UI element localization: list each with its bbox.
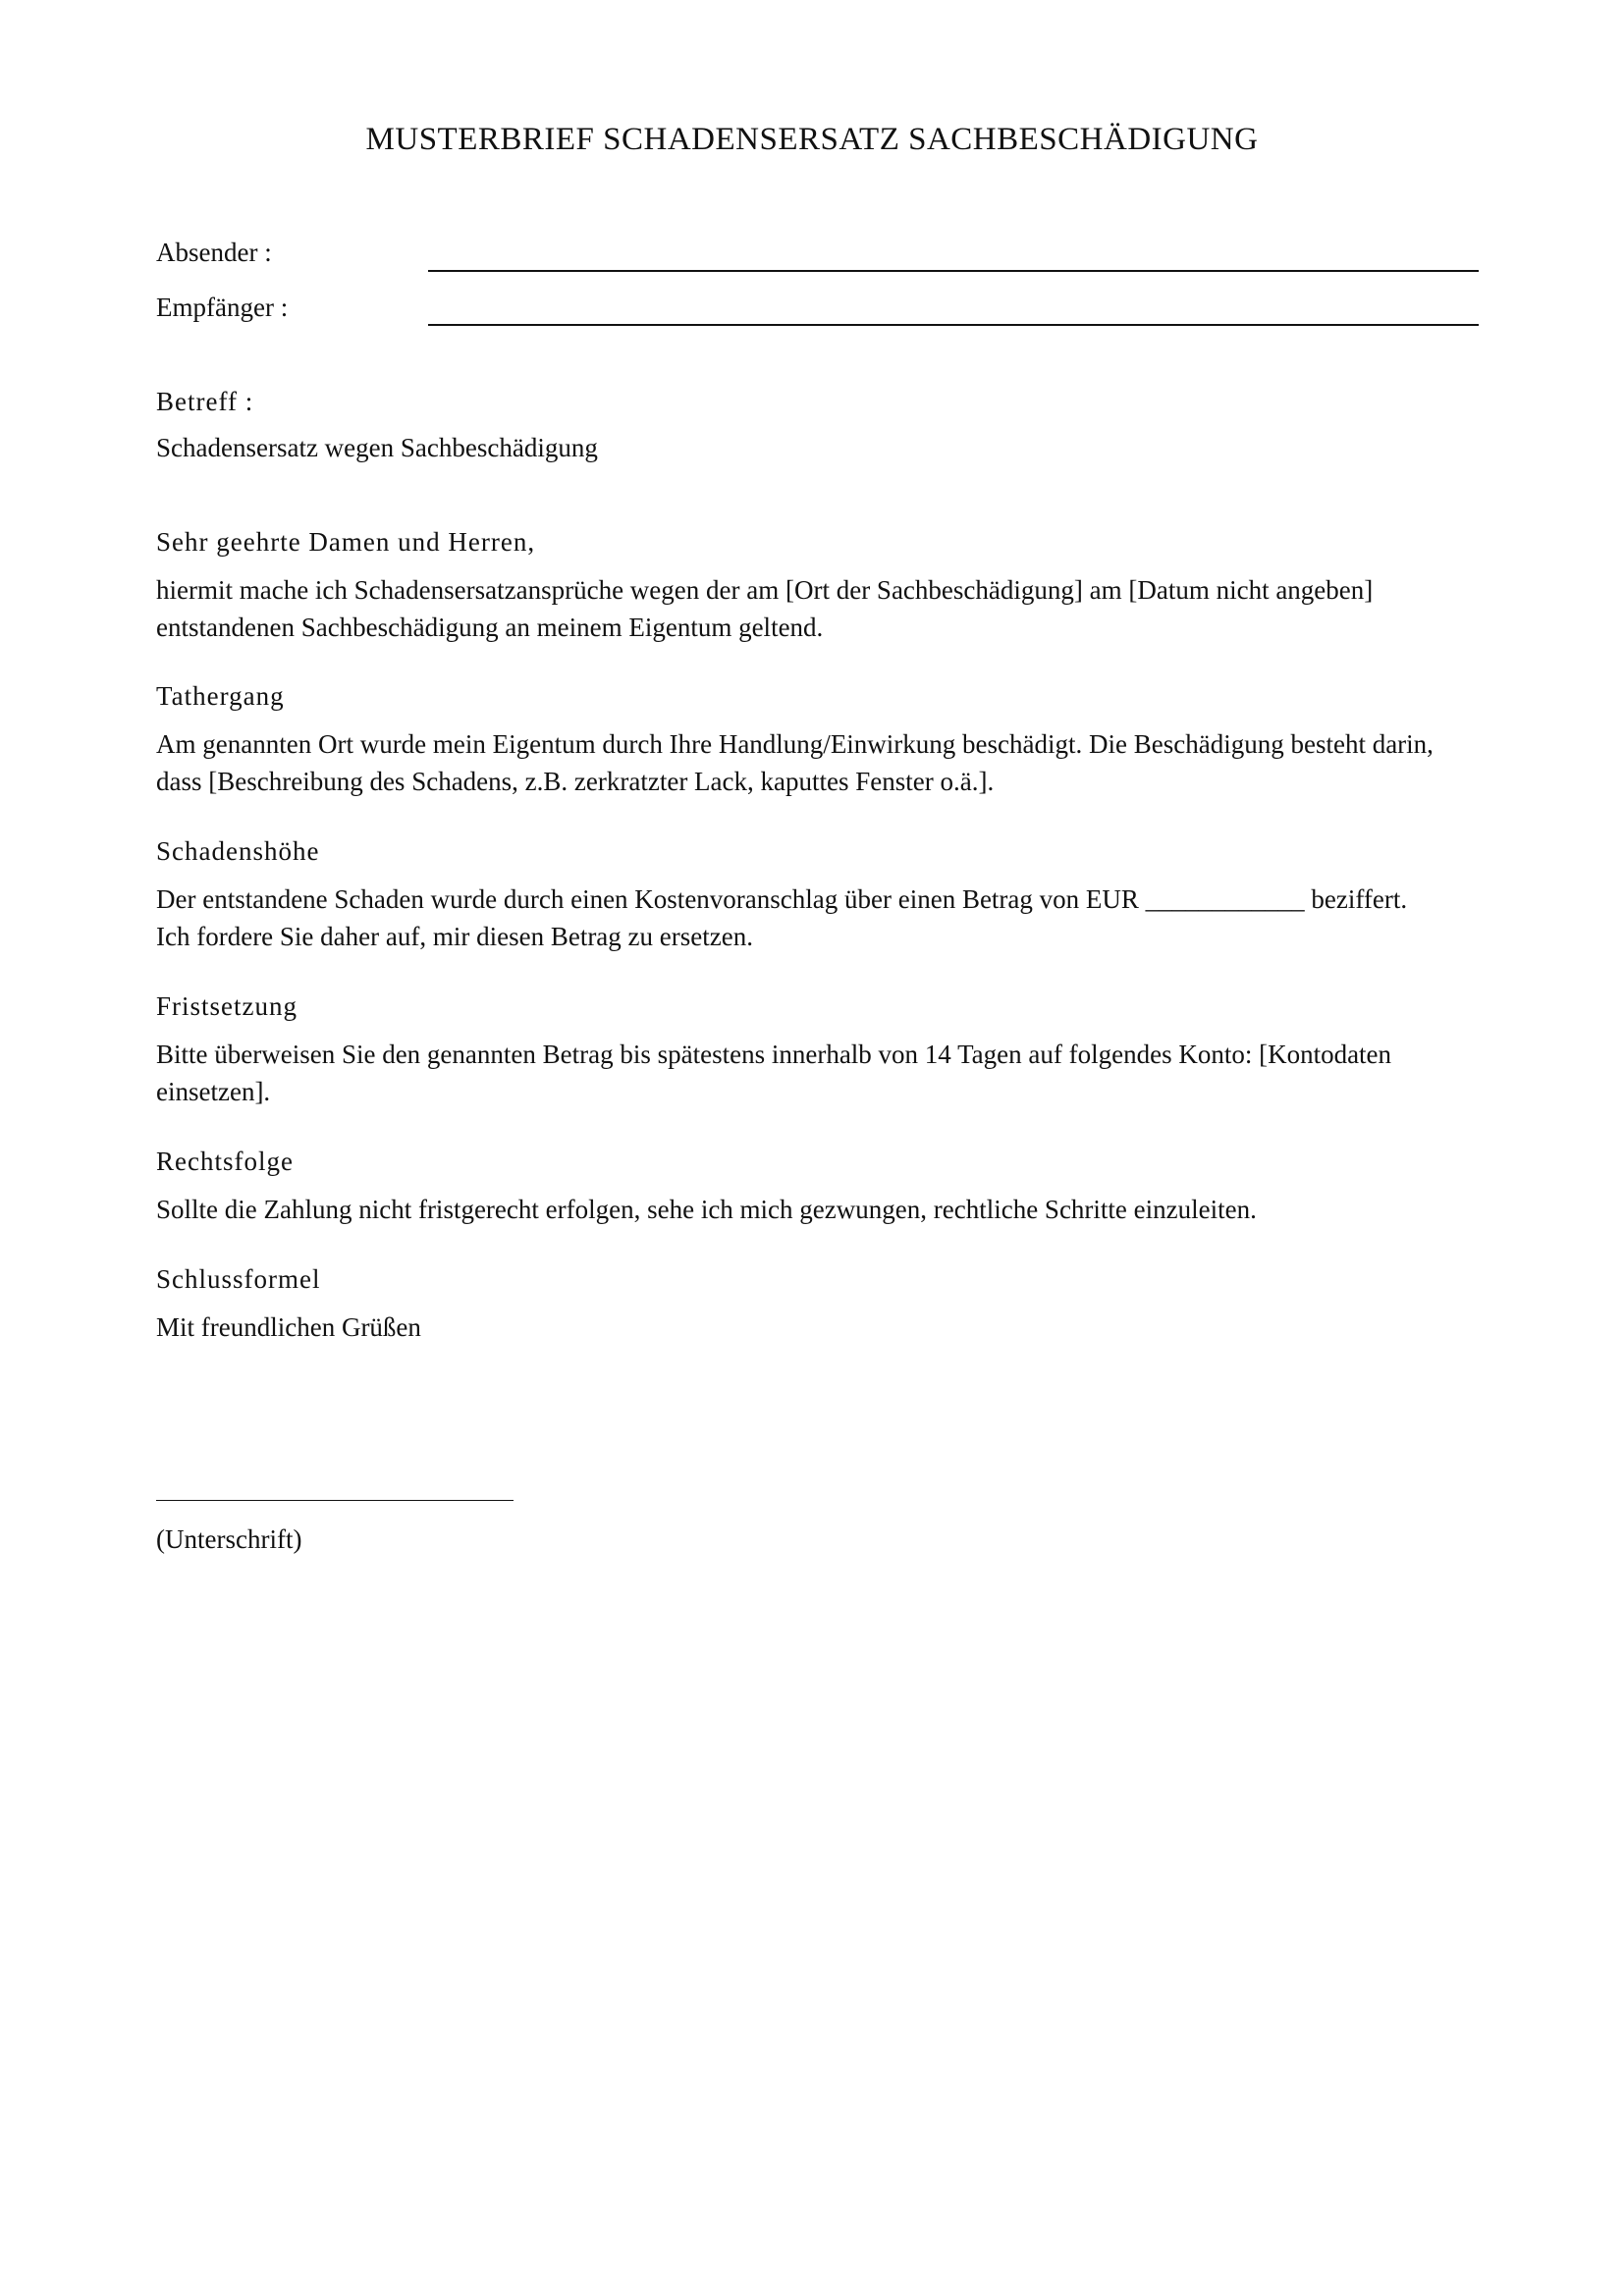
signature-label: (Unterschrift) bbox=[156, 1524, 302, 1554]
fristsetzung-line-2: einsetzen]. bbox=[156, 1077, 271, 1106]
schadenshoehe-line-2: Ich fordere Sie daher auf, mir diesen Betrag zu ersetzen. bbox=[156, 922, 753, 951]
salutation-line-2: entstandenen Sachbeschädigung an meinem Eigentum geltend. bbox=[156, 613, 824, 642]
subject-text: Schadensersatz wegen Sachbeschädigung bbox=[156, 433, 598, 462]
signature-line bbox=[156, 1500, 514, 1501]
document-title: MUSTERBRIEF SCHADENSERSATZ SACHBESCHÄDIGUNG bbox=[365, 122, 1259, 157]
sender-line bbox=[428, 270, 1479, 272]
subject-heading: Betreff : bbox=[156, 387, 254, 416]
recipient-line bbox=[428, 324, 1479, 326]
salutation-line-1: hiermit mache ich Schadensersatzansprüche wegen der am [Ort der Sachbeschädigung] am [Datum nicht angeben] bbox=[156, 575, 1374, 605]
salutation-heading: Sehr geehrte Damen und Herren, bbox=[156, 527, 536, 557]
tathergang-heading: Tathergang bbox=[156, 681, 285, 711]
fristsetzung-line-1: Bitte überweisen Sie den genannten Betrag bis spätestens innerhalb von 14 Tagen auf folgendes Konto: [Kontodaten bbox=[156, 1040, 1392, 1069]
schadenshoehe-heading: Schadenshöhe bbox=[156, 836, 320, 866]
schadenshoehe-line-1: Der entstandene Schaden wurde durch einen Kostenvoranschlag über einen Betrag von EUR ____________ beziffert. bbox=[156, 884, 1408, 914]
schlussformel-heading: Schlussformel bbox=[156, 1264, 321, 1294]
fristsetzung-heading: Fristsetzung bbox=[156, 991, 298, 1021]
closing-greeting: Mit freundlichen Grüßen bbox=[156, 1312, 421, 1342]
sender-label: Absender : bbox=[156, 238, 272, 267]
tathergang-line-2: dass [Beschreibung des Schadens, z.B. zerkratzter Lack, kaputtes Fenster o.ä.]. bbox=[156, 767, 995, 796]
recipient-label: Empfänger : bbox=[156, 293, 289, 322]
rechtsfolge-line-1: Sollte die Zahlung nicht fristgerecht erfolgen, sehe ich mich gezwungen, rechtliche Schritte einzuleiten. bbox=[156, 1195, 1257, 1224]
rechtsfolge-heading: Rechtsfolge bbox=[156, 1147, 294, 1176]
tathergang-line-1: Am genannten Ort wurde mein Eigentum durch Ihre Handlung/Einwirkung beschädigt. Die Beschädigung besteht darin, bbox=[156, 729, 1434, 759]
